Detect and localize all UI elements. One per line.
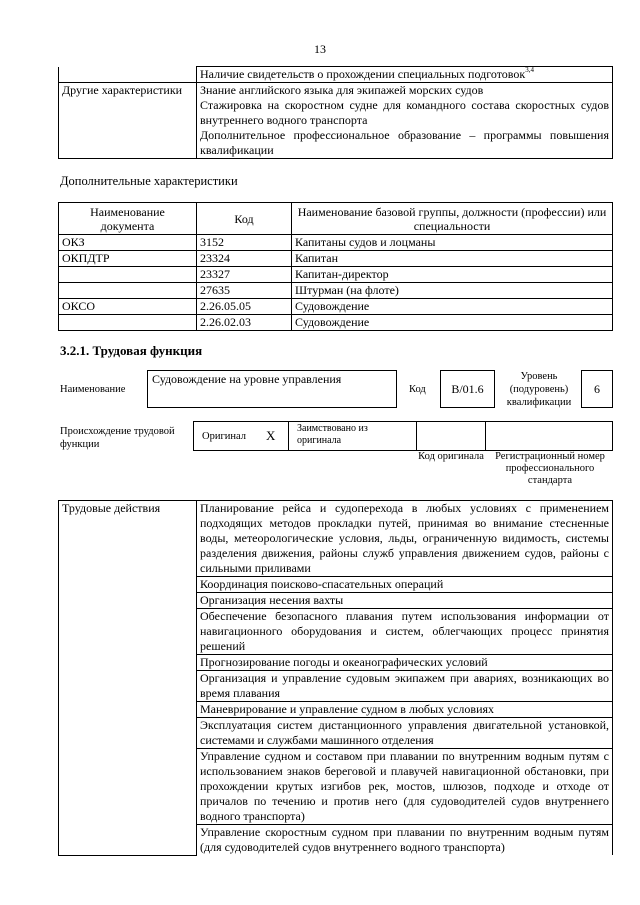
original-code-caption: Код оригинала bbox=[418, 451, 484, 462]
table-row: ОКЗ 3152 Капитаны судов и лоцманы bbox=[59, 235, 613, 251]
action-item: Обеспечение безопасного плавания путем использования информации от навигационного оборудования и систем, облегчающих процесс принятия решений bbox=[197, 609, 613, 655]
function-code-box: B/01.6 bbox=[440, 370, 495, 408]
action-item: Координация поисково-спасательных операций bbox=[197, 577, 613, 593]
action-item: Прогнозирование погоды и океанографических условий bbox=[197, 655, 613, 671]
level-value-box: 6 bbox=[581, 370, 613, 408]
action-item: Организация и управление судовым экипажем при авариях, возникающих во время плавания bbox=[197, 671, 613, 702]
other-characteristics-label: Другие характеристики bbox=[59, 83, 197, 159]
level-label: Уровень (подуровень) квалификации bbox=[506, 371, 572, 408]
reg-number-box bbox=[485, 421, 613, 451]
other-item: Знание английского языка для экипажей морских судов bbox=[200, 83, 484, 97]
action-item: Управление судном и составом при плавании по внутренним водным путям с использованием знаков береговой и плавучей навигационной обстановки, при прохождении крутых изгибов рек, мостов, шлюзов, подходе и отходе от причалов по течению и против него (для судоводителей судов внутреннего водного транспорта) bbox=[197, 749, 613, 825]
table-row: ОКПДТР 23324 Капитан bbox=[59, 251, 613, 267]
header-group-name: Наименование базовой группы, должности (профессии) или специальности bbox=[292, 203, 613, 235]
reg-number-caption: Регистрационный номер профессионального стандарта bbox=[495, 451, 605, 486]
origin-label: Происхождение трудовой функции bbox=[60, 426, 175, 450]
action-item: Планирование рейса и судоперехода в любых условиях с применением подходящих методов прокладки путей, принимая во внимание стесненные воды, метеорологические условия, льды, ограниченную видимость, системы разделения движения, районы служб управления движением судов, районы с сильными приливами bbox=[197, 501, 613, 577]
other-item: Дополнительное профессиональное образование – программы повышения квалификации bbox=[200, 128, 609, 157]
borrowed-box: Заимствовано из оригинала bbox=[288, 421, 417, 451]
certificates-row: Наличие свидетельств о прохождении специальных подготовок$^{3,4}$ bbox=[197, 67, 613, 83]
labor-actions-table bbox=[58, 500, 613, 856]
characteristics-table bbox=[58, 66, 613, 159]
function-name-box: Судовождение на уровне управления bbox=[147, 370, 397, 408]
page-number: 13 bbox=[314, 42, 326, 56]
header-code: Код bbox=[197, 203, 292, 235]
documents-table bbox=[58, 202, 613, 331]
action-item: Управление скоростным судном при плавании по внутренним водным путям (для судоводителей судов внутреннего водного транспорта) bbox=[197, 825, 613, 856]
name-label: Наименование bbox=[60, 384, 126, 395]
code-label: Код bbox=[409, 384, 426, 395]
action-item: Маневрирование и управление судном в любых условиях bbox=[197, 702, 613, 718]
table-row: ОКСО 2.26.05.05 Судовождение bbox=[59, 299, 613, 315]
original-box bbox=[193, 421, 289, 451]
section-title: 3.2.1. Трудовая функция bbox=[60, 343, 203, 358]
original-label: Оригинал bbox=[202, 431, 246, 442]
header-document: Наименование документа bbox=[59, 203, 197, 235]
table-row: 2.26.02.03 Судовождение bbox=[59, 315, 613, 331]
table-row: 23327 Капитан-директор bbox=[59, 267, 613, 283]
action-item: Организация несения вахты bbox=[197, 593, 613, 609]
action-item: Эксплуатация систем дистанционного управления двигательной установкой, системами и службами машинного отделения bbox=[197, 718, 613, 749]
original-code-box bbox=[416, 421, 486, 451]
original-mark: X bbox=[266, 428, 276, 443]
labor-actions-label: Трудовые действия bbox=[59, 501, 197, 856]
other-item: Стажировка на скоростном судне для командного состава скоростных судов внутреннего водного транспорта bbox=[200, 98, 609, 127]
additional-characteristics-title: Дополнительные характеристики bbox=[60, 174, 238, 188]
table-row: 27635 Штурман (на флоте) bbox=[59, 283, 613, 299]
